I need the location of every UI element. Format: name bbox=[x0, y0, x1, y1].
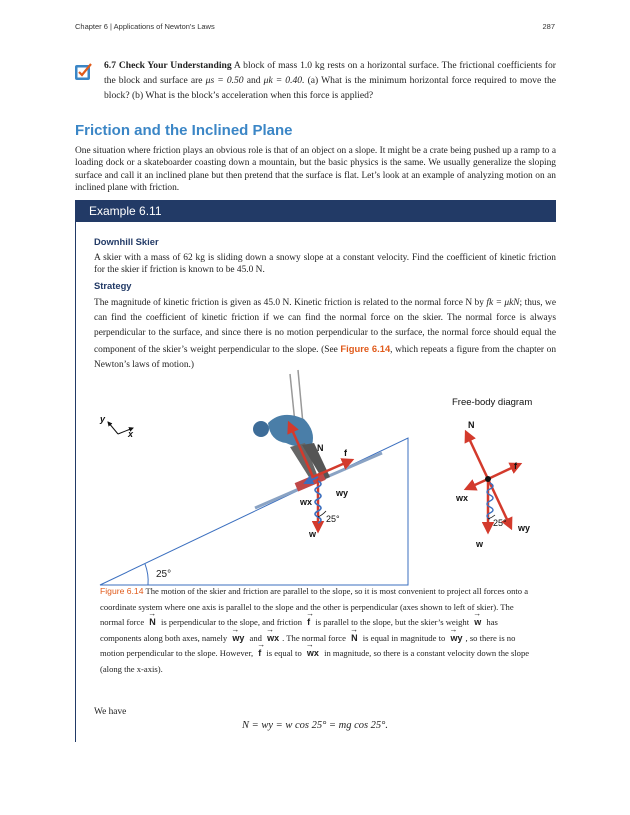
vec-wy-1: → wy bbox=[232, 631, 244, 647]
vec-wx-1: → wx bbox=[267, 631, 279, 647]
page-number: 287 bbox=[542, 22, 555, 31]
vec-N-1: → N bbox=[149, 615, 156, 631]
fbd-title: Free-body diagram bbox=[452, 397, 533, 408]
we-have-text: We have bbox=[94, 707, 127, 717]
section-intro: One situation where friction plays an obvious role is that of an object on a slope. It might be a crate being pushed up a ramp to a loading dock or a skateboarder coasting down a mountain, but the basic physics is the same. We usually generalize the sloping surface and call it an inclined plane but then pretend that the surface is flat. Let’s look at an example of analyzing motion on an inclined plane with friction. bbox=[75, 146, 556, 194]
cyu-mu-k: μk = 0.40. bbox=[263, 75, 305, 86]
vec-f-2: → f bbox=[258, 646, 261, 662]
strategy-text bbox=[94, 296, 556, 373]
caption-text-4: has components along both axes, namely bbox=[100, 617, 498, 643]
cyu-and: and bbox=[246, 75, 261, 86]
figure-link[interactable]: Figure 6.14 bbox=[340, 343, 391, 354]
force-N-label: N bbox=[317, 443, 324, 453]
fbd-wy-label: wy bbox=[518, 523, 531, 533]
figure-caption bbox=[100, 584, 540, 677]
fbd-f-label: f bbox=[514, 461, 517, 471]
strategy-heading: Strategy bbox=[94, 280, 132, 291]
strategy-part-2: ; thus, we can find the coefficient of kinetic friction if we can find the normal force on the skier. The normal force is always perpendicular to the surface, and since there is no motion perpendicular to the surface, the normal force should equal the component of the skier’s weight perpendicular to the slope. (See bbox=[94, 298, 556, 355]
axis-y-label: y bbox=[100, 414, 106, 424]
vec-wx-2: → wx bbox=[307, 646, 319, 662]
caption-text-7: is equal in magnitude to bbox=[362, 632, 446, 643]
strategy-part-1: The magnitude of kinetic friction is given as 45.0 N. Kinetic friction is related to the normal force N by bbox=[94, 298, 484, 308]
caption-text-3: is parallel to the slope, but the skier’s weight bbox=[315, 617, 470, 627]
coordinate-axes bbox=[99, 414, 134, 439]
normal-force-equation: N = wy = w cos 25° = mg cos 25°. bbox=[241, 720, 389, 731]
section-title: Friction and the Inclined Plane bbox=[75, 122, 293, 139]
cyu-text: A block of mass 1.0 kg rests on a horizontal surface. The frictional coefficients for the block and surface are bbox=[104, 60, 556, 86]
example-subtitle: Downhill Skier bbox=[94, 236, 159, 247]
check-understanding bbox=[104, 58, 556, 103]
fbd-wx-label: wx bbox=[456, 493, 469, 503]
force-wy-label: wy bbox=[336, 488, 349, 498]
strategy-equation: fk = μkN bbox=[486, 298, 520, 308]
caption-label: Figure 6.14 bbox=[100, 586, 144, 596]
checkbox-pencil-icon bbox=[74, 62, 94, 82]
fbd-angle-label: 25° bbox=[493, 518, 507, 528]
cyu-mu-s: μs = 0.50 bbox=[205, 75, 244, 86]
caption-text-6: . The normal force bbox=[282, 632, 346, 643]
vec-N-2: → N bbox=[351, 631, 358, 647]
axis-x-label: x bbox=[128, 429, 134, 439]
slope-angle-arc bbox=[145, 564, 148, 585]
example-title: Example 6.11 bbox=[89, 204, 162, 218]
vec-f-1: → f bbox=[307, 615, 310, 631]
vec-w-1: → w bbox=[474, 615, 481, 631]
fbd-N-label: N bbox=[468, 420, 475, 430]
caption-text-10: in magnitude, so there is a constant velocity down the slope (along the x-axis). bbox=[100, 648, 530, 674]
caption-text-5: and bbox=[249, 632, 262, 643]
cyu-questions: (a) What is the minimum horizontal force required to move the block? (b) What is the block’s acceleration when this force is applied? bbox=[104, 75, 556, 101]
cyu-label: Check Your Understanding bbox=[118, 60, 232, 71]
slope-triangle bbox=[100, 438, 408, 585]
example-problem: A skier with a mass of 62 kg is sliding down a snowy slope at a constant velocity. Find the coefficient of kinetic friction for the skier if friction is known to be 45.0 N. bbox=[94, 253, 556, 276]
caption-text-9: is equal to bbox=[266, 648, 302, 658]
example-left-border bbox=[75, 222, 76, 742]
skier-figure bbox=[90, 365, 560, 590]
vec-wy-2: → wy bbox=[451, 631, 463, 647]
caption-text-1: The motion of the skier and friction are parallel to the slope, so it is most convenient to project all forces onto a coordinate system where one axis is parallel to the slope and the other is perpendicular (axes shown to left of skier). The normal force bbox=[100, 586, 529, 627]
running-header-chapter: Chapter 6 | Applications of Newton's Laws bbox=[75, 22, 215, 31]
skier-angle-label: 25° bbox=[326, 514, 340, 524]
cyu-number: 6.7 bbox=[104, 60, 116, 71]
force-f-label: f bbox=[344, 448, 347, 458]
caption-text-8: , so there is no motion perpendicular to the slope. However, bbox=[100, 632, 516, 658]
fbd-w-label: w bbox=[476, 539, 484, 549]
caption-text-2: is perpendicular to the slope, and friction bbox=[160, 617, 302, 627]
free-body-diagram bbox=[455, 420, 530, 549]
force-w-label: w bbox=[309, 529, 317, 539]
slope-angle-label: 25° bbox=[156, 569, 172, 580]
strategy-part-3: , which repeats a figure from the chapter on Newton’s laws of motion.) bbox=[94, 345, 557, 370]
force-wx-label: wx bbox=[300, 497, 313, 507]
